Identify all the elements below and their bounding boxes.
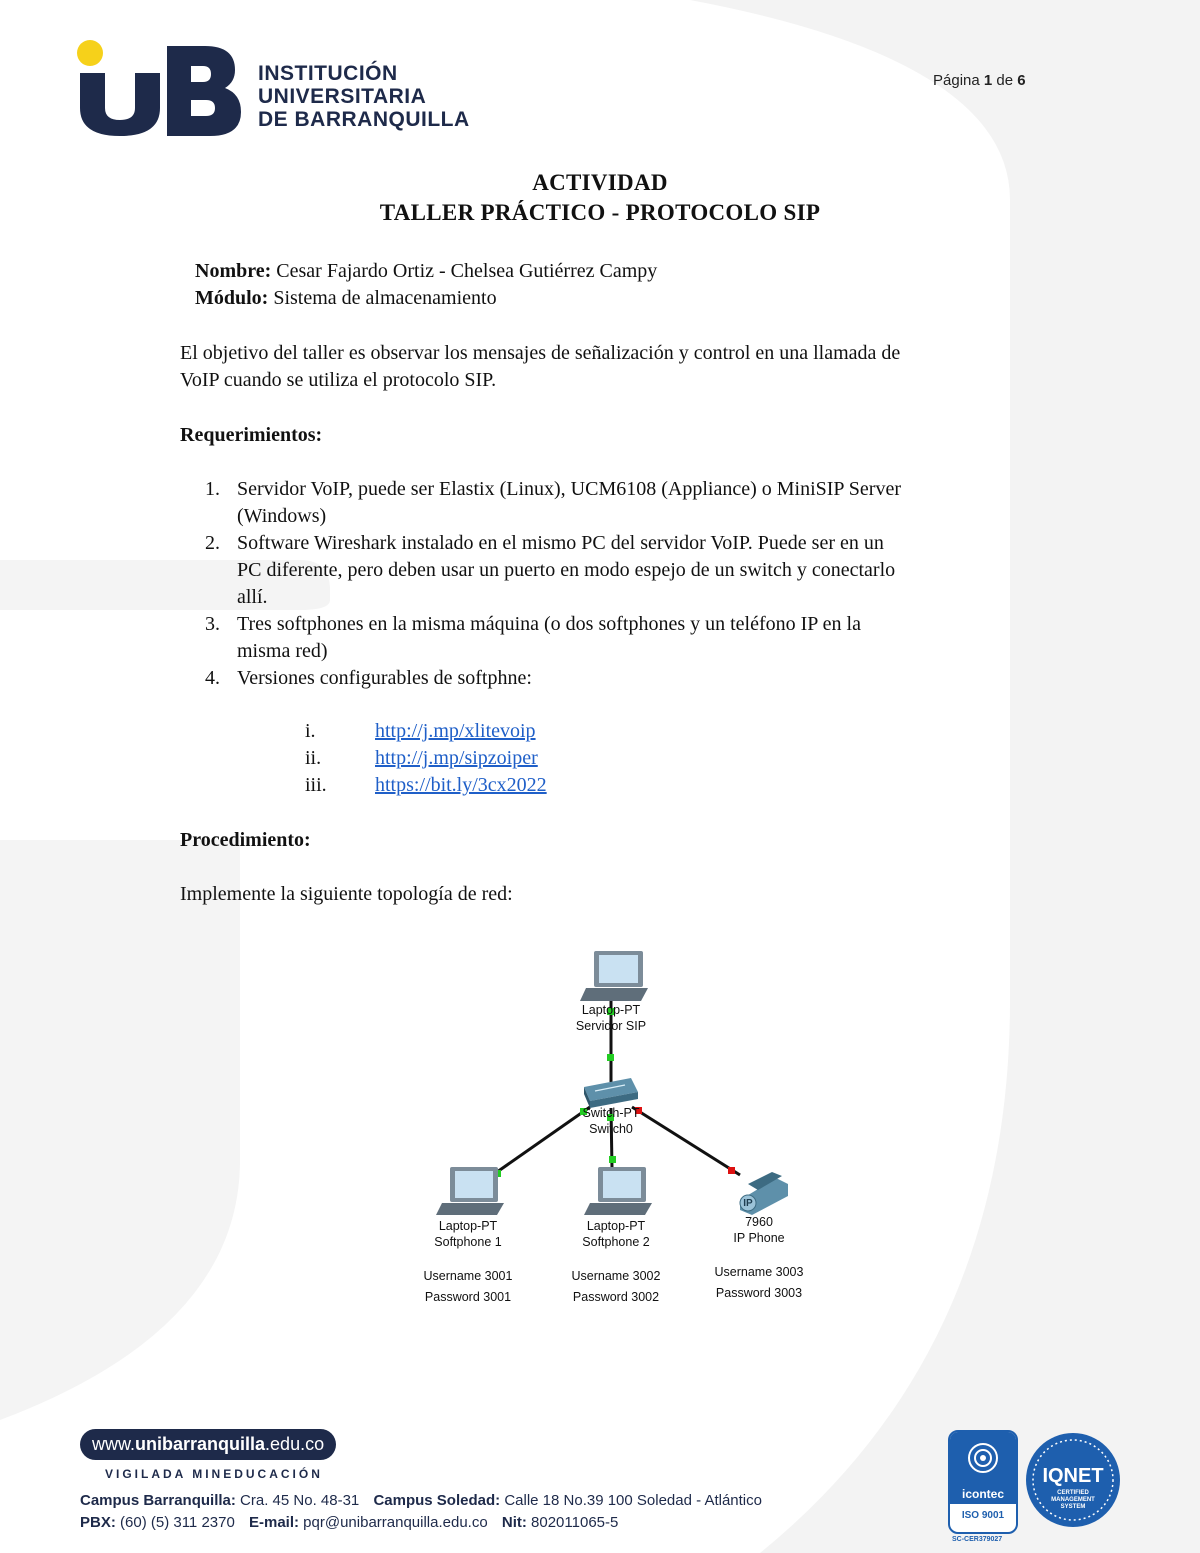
- list-number: 4.: [205, 667, 220, 689]
- list-text: Tres softphones en la misma máquina (o dos softphones y un teléfono IP en la: [237, 613, 861, 635]
- icontec-badge: [948, 1430, 1018, 1534]
- device-type: Laptop-PT: [438, 1219, 498, 1233]
- email-label: E-mail:: [248, 1514, 299, 1531]
- campus-1-label: Campus Barranquilla:: [80, 1492, 236, 1509]
- softphone-1-label: [408, 1218, 528, 1305]
- device-type: Laptop-PT: [581, 1003, 641, 1017]
- page-word: Página: [933, 72, 980, 89]
- device-username: Username 3001: [423, 1269, 513, 1283]
- device-type: 7960: [745, 1215, 773, 1229]
- vigilada-text: VIGILADA MINEDUCACIÓN: [105, 1467, 323, 1481]
- title-line-2: TALLER PRÁCTICO - PROTOCOLO SIP: [379, 200, 821, 225]
- link-number: ii.: [305, 747, 322, 769]
- page-current: 1: [983, 72, 993, 89]
- list-number: 3.: [205, 613, 220, 635]
- link-number: iii.: [305, 774, 327, 796]
- module-label: Módulo:: [195, 287, 269, 309]
- module-value: Sistema de almacenamiento: [273, 287, 497, 309]
- device-name: Servidor SIP: [575, 1019, 647, 1033]
- procedure-heading: Procedimiento:: [180, 829, 311, 851]
- email-value: pqr@unibarranquilla.edu.co: [303, 1514, 488, 1531]
- iqnet-sub-2: MANAGEMENT: [1051, 1497, 1095, 1503]
- softphone-2-label: [556, 1218, 676, 1305]
- switch-label: [551, 1105, 671, 1137]
- iqnet-sub-3: SYSTEM: [1060, 1504, 1086, 1510]
- server-label: [551, 1002, 671, 1034]
- list-number: 2.: [205, 532, 220, 554]
- web-prefix: www.: [92, 1434, 136, 1454]
- device-password: Password 3002: [572, 1290, 660, 1304]
- list-text: Servidor VoIP, puede ser Elastix (Linux), UCM6108 (Appliance) o MiniSIP Server: [237, 478, 901, 500]
- campus-2-value: Calle 18 No.39 100 Soledad - Atlántico: [504, 1492, 762, 1509]
- icontec-iso: ISO 9001: [961, 1510, 1005, 1521]
- campus-2-label: Campus Soledad:: [373, 1492, 501, 1509]
- iqnet-name: IQNET: [1042, 1465, 1104, 1487]
- objective-line-1: El objetivo del taller es observar los mensajes de señalización y control en una llamada de: [180, 342, 901, 364]
- list-text: Software Wireshark instalado en el mismo PC del servidor VoIP. Puede ser en un: [237, 532, 884, 554]
- laptop-server-icon: [580, 951, 648, 1001]
- link-xlite[interactable]: http://j.mp/xlitevoip: [375, 720, 536, 742]
- icontec-name: icontec: [961, 1487, 1004, 1501]
- institution-line-2: UNIVERSITARIA: [258, 85, 427, 108]
- iqnet-sub: [1026, 1490, 1120, 1511]
- laptop-softphone-2-icon: [584, 1167, 652, 1215]
- iqnet-sub-1: CERTIFIED: [1057, 1490, 1089, 1496]
- page-total: 6: [1017, 72, 1026, 89]
- list-text: allí.: [237, 586, 268, 608]
- list-number: 1.: [205, 478, 220, 500]
- nit-label: Nit:: [501, 1514, 527, 1531]
- icontec-cert: SC-CER379027: [952, 1536, 1003, 1543]
- pbx-label: PBX:: [80, 1514, 116, 1531]
- link-number: i.: [305, 720, 316, 742]
- icontec-logo-icon: [950, 1436, 1016, 1486]
- requirements-heading: Requerimientos:: [180, 424, 323, 446]
- device-username: Username 3003: [714, 1265, 804, 1279]
- procedure-text: Implemente la siguiente topología de red:: [180, 883, 513, 905]
- device-name: IP Phone: [733, 1231, 785, 1245]
- page-of: de: [996, 72, 1014, 89]
- pbx-value: (60) (5) 311 2370: [120, 1514, 235, 1531]
- institution-line-1: INSTITUCIÓN: [258, 62, 398, 85]
- web-suffix: .edu.co: [265, 1434, 325, 1454]
- list-text: Versiones configurables de softphne:: [237, 667, 532, 689]
- laptop-softphone-1-icon: [436, 1167, 504, 1215]
- list-text: PC diferente, pero deben usar un puerto en modo espejo de un switch y conectarlo: [237, 559, 896, 581]
- institution-line-3: DE BARRANQUILLA: [258, 108, 470, 131]
- link-zoiper[interactable]: http://j.mp/sipzoiper: [375, 747, 538, 769]
- list-text: misma red): [237, 640, 328, 662]
- list-text: (Windows): [237, 505, 327, 527]
- link-3cx[interactable]: https://bit.ly/3cx2022: [375, 774, 547, 796]
- title-line-1: ACTIVIDAD: [532, 170, 668, 195]
- switch-icon: [584, 1078, 638, 1108]
- nit-value: 802011065-5: [531, 1514, 619, 1531]
- contact-line: [80, 1514, 618, 1531]
- device-name: Softphone 1: [434, 1235, 502, 1249]
- iqnet-badge: [1026, 1433, 1120, 1527]
- campus-line: [80, 1492, 762, 1509]
- device-password: Password 3001: [424, 1290, 512, 1304]
- campus-1-value: Cra. 45 No. 48-31: [240, 1492, 360, 1509]
- device-type: Switch-PT: [582, 1106, 640, 1120]
- device-type: Laptop-PT: [586, 1219, 646, 1233]
- name-label: Nombre:: [195, 260, 272, 282]
- web-domain: unibarranquilla: [135, 1434, 266, 1454]
- device-name: Softphone 2: [582, 1235, 650, 1249]
- ip-phone-label: [699, 1214, 819, 1301]
- ip-phone-badge: IP: [743, 1198, 753, 1209]
- device-password: Password 3003: [715, 1286, 803, 1300]
- name-value: Cesar Fajardo Ortiz - Chelsea Gutiérrez Campy: [276, 260, 658, 282]
- device-name: Switch0: [589, 1122, 633, 1136]
- device-username: Username 3002: [571, 1269, 661, 1283]
- website-pill[interactable]: [80, 1429, 336, 1460]
- objective-line-2: VoIP cuando se utiliza el protocolo SIP.: [180, 369, 497, 391]
